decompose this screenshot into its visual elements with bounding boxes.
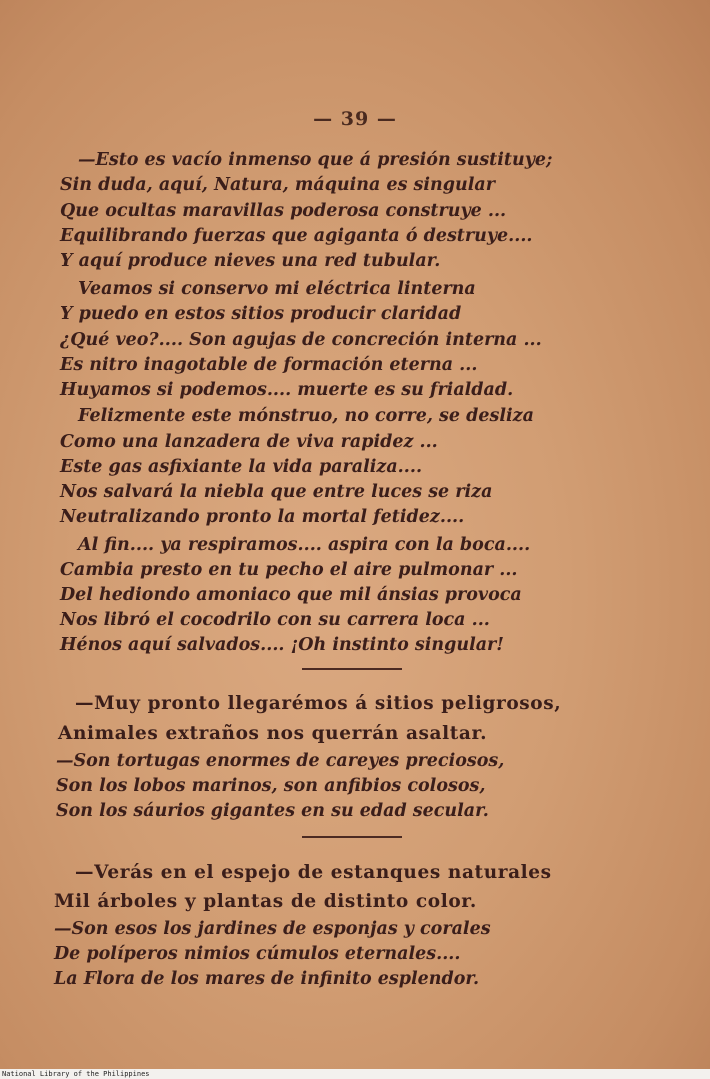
verse-line: Y aquí produce nieves una red tubular. (60, 251, 441, 271)
section-divider (302, 668, 402, 670)
verse-line: Sin duda, aquí, Natura, máquina es singular (60, 175, 495, 195)
verse-line: Es nitro inagotable de formación eterna ... (60, 355, 478, 375)
verse-line: Felizmente este mónstruo, no corre, se desliza (78, 406, 534, 426)
verse-line: De políperos nimios cúmulos eternales.... (54, 944, 461, 964)
verse-line: —Son esos los jardines de esponjas y corales (54, 919, 491, 939)
verse-line: Y puedo en estos sitios producir claridad (60, 304, 462, 324)
verse-line: Son los sáurios gigantes en su edad secular. (56, 801, 489, 821)
verse-line: —Son tortugas enormes de careyes preciosos, (56, 751, 505, 771)
verse-line: —Verás en el espejo de estanques naturales (75, 862, 552, 883)
verse-line: Huyamos si podemos.... muerte es su frialdad. (60, 380, 514, 400)
verse-line: Nos salvará la niebla que entre luces se riza (60, 482, 493, 502)
verse-line: Equilibrando fuerzas que agiganta ó destruye.... (60, 226, 533, 246)
verse-line: —Esto es vacío inmenso que á presión sustituye; (78, 150, 553, 170)
section-divider (302, 836, 402, 838)
verse-line: ¿Qué veo?.... Son agujas de concreción interna ... (60, 330, 542, 350)
library-credit: National Library of the Philippines (2, 1070, 150, 1078)
verse-line: Neutralizando pronto la mortal fetidez.... (60, 507, 465, 527)
verse-line: Animales extraños nos querrán asaltar. (58, 723, 488, 744)
verse-line: La Flora de los mares de infinito esplendor. (54, 969, 480, 989)
verse-line: Que ocultas maravillas poderosa construye ... (60, 201, 507, 221)
verse-line: Mil árboles y plantas de distinto color. (54, 891, 477, 912)
verse-line: Nos libró el cocodrilo con su carrera loca ... (60, 610, 490, 630)
verse-line: —Muy pronto llegarémos á sitios peligrosos, (75, 693, 562, 714)
verse-line: Son los lobos marinos, son anfibios colosos, (56, 776, 486, 796)
verse-line: Hénos aquí salvados.... ¡Oh instinto singular! (60, 635, 504, 655)
verse-line: Este gas asfixiante la vida paraliza.... (60, 457, 423, 477)
verse-line: Del hediondo amoniaco que mil ánsias provoca (60, 585, 522, 605)
verse-line: Al fin.... ya respiramos.... aspira con la boca.... (78, 535, 531, 555)
scan-footer (0, 1069, 710, 1079)
page-number: — 39 — (313, 108, 397, 130)
verse-line: Como una lanzadera de viva rapidez ... (60, 432, 438, 452)
verse-line: Cambia presto en tu pecho el aire pulmonar ... (60, 560, 518, 580)
verse-line: Veamos si conservo mi eléctrica linterna (78, 279, 476, 299)
